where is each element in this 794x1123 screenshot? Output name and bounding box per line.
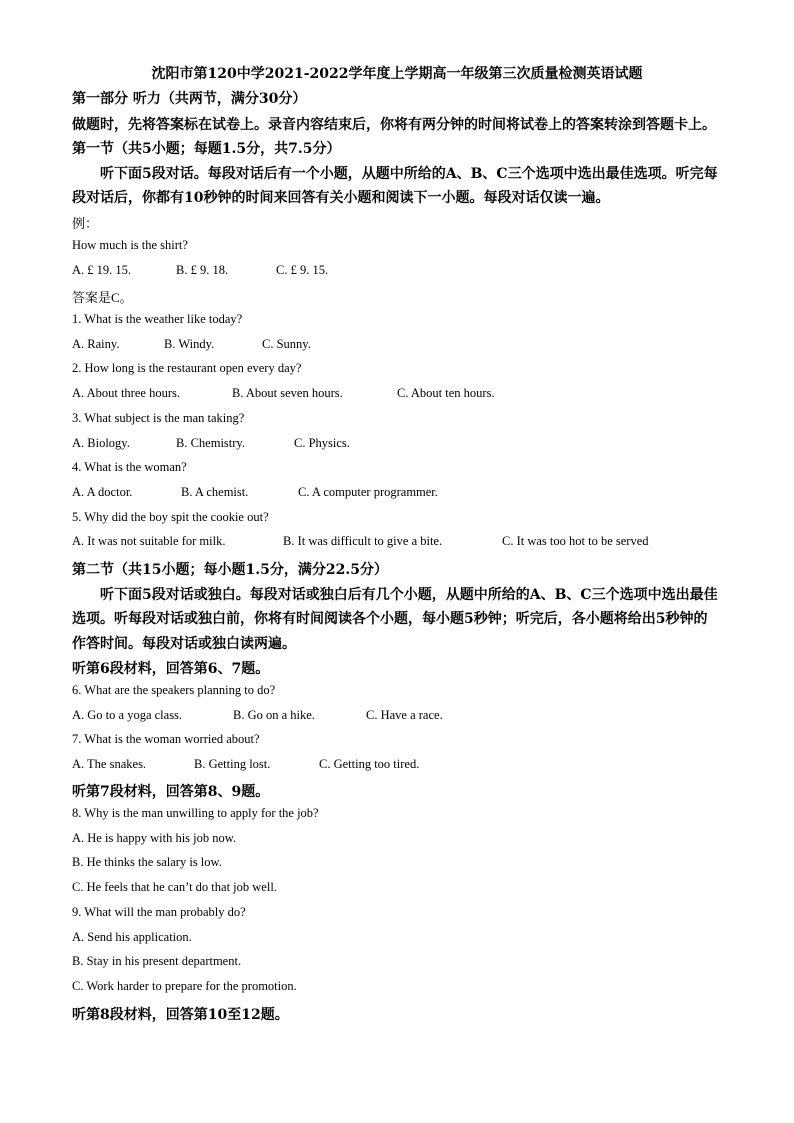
question-7: 7. What is the woman worried about? [72,732,260,746]
q1-option-a: A. Rainy. [72,337,120,351]
q9-option-a: A. Send his application. [72,930,192,944]
q3-option-c: C. Physics. [294,436,350,450]
q7-option-b: B. Getting lost. [194,757,271,771]
q7-option-a: A. The snakes. [72,757,147,771]
material-6-heading: 听第6段材料，回答第6、7题。 [72,661,270,677]
q2-option-a: A. About three hours. [72,386,180,400]
q3-option-b: B. Chemistry. [176,436,245,450]
question-9: 9. What will the man probably do? [72,905,246,919]
section2-instruction-line2: 选项。听每段对话或独白前，你将有时间阅读各个小题，每小题5秒钟；听完后，各小题将给出5秒钟的 [72,611,708,627]
q2-option-c: C. About ten hours. [397,386,495,400]
q9-option-b: B. Stay in his present department. [72,954,242,968]
q6-option-b: B. Go on a hike. [233,708,315,722]
q1-option-b: B. Windy. [164,337,215,351]
q9-option-c: C. Work harder to prepare for the promotion. [72,979,297,993]
q5-option-a: A. It was not suitable for milk. [72,534,226,548]
example-label: 例： [72,216,99,231]
question-1: 1. What is the weather like today? [72,312,243,326]
q8-option-a: A. He is happy with his job now. [72,831,237,845]
q8-option-c: C. He feels that he can’t do that job well. [72,880,277,894]
question-2: 2. How long is the restaurant open every day? [72,361,302,375]
example-option-c: C. £ 9. 15. [276,263,329,277]
q2-option-b: B. About seven hours. [232,386,343,400]
q8-option-b: B. He thinks the salary is low. [72,855,222,869]
q4-option-c: C. A computer programmer. [298,485,438,499]
material-7-heading: 听第7段材料，回答第8、9题。 [72,784,270,800]
question-5: 5. Why did the boy spit the cookie out? [72,510,269,524]
example-option-a: A. £ 19. 15. [72,263,132,277]
question-3: 3. What subject is the man taking? [72,411,245,425]
q7-option-c: C. Getting too tired. [319,757,420,771]
q4-option-b: B. A chemist. [181,485,249,499]
q3-option-a: A. Biology. [72,436,130,450]
question-6: 6. What are the speakers planning to do? [72,683,276,697]
example-answer: 答案是C。 [72,290,133,305]
question-8: 8. Why is the man unwilling to apply for the job? [72,806,319,820]
q5-option-b: B. It was difficult to give a bite. [283,534,443,548]
section2-instruction-line3: 作答时间。每段对话或独白读两遍。 [72,636,296,652]
page-title: 沈阳市第120中学2021-2022学年度上学期高一年级第三次质量检测英语试题 [151,66,643,82]
q6-option-c: C. Have a race. [366,708,443,722]
section1-instruction-line2: 段对话后，你都有10秒钟的时间来回答有关小题和阅读下一小题。每段对话仅读一遍。 [72,190,610,206]
section2-instruction-line1: 听下面5段对话或独白。每段对话或独白后有几个小题，从题中所给的A、B、C三个选项中选出最佳 [100,587,718,603]
question-4: 4. What is the woman? [72,460,187,474]
q5-option-c: C. It was too hot to be served [502,534,649,548]
example-question: How much is the shirt? [72,238,188,252]
part1-heading: 第一部分 听力（共两节，满分30分） [72,91,307,107]
section2-heading: 第二节（共15小题；每小题1.5分，满分22.5分） [72,562,388,578]
part1-instruction: 做题时，先将答案标在试卷上。录音内容结束后，你将有两分钟的时间将试卷上的答案转涂到答题卡上。 [72,117,716,133]
section1-heading: 第一节（共5小题；每题1.5分，共7.5分） [72,141,341,157]
section1-instruction-line1: 听下面5段对话。每段对话后有一个小题，从题中所给的A、B、C三个选项中选出最佳选项。听完每 [100,166,718,182]
example-option-b: B. £ 9. 18. [176,263,229,277]
q6-option-a: A. Go to a yoga class. [72,708,183,722]
material-8-heading: 听第8段材料，回答第10至12题。 [72,1007,289,1023]
q1-option-c: C. Sunny. [262,337,311,351]
q4-option-a: A. A doctor. [72,485,133,499]
